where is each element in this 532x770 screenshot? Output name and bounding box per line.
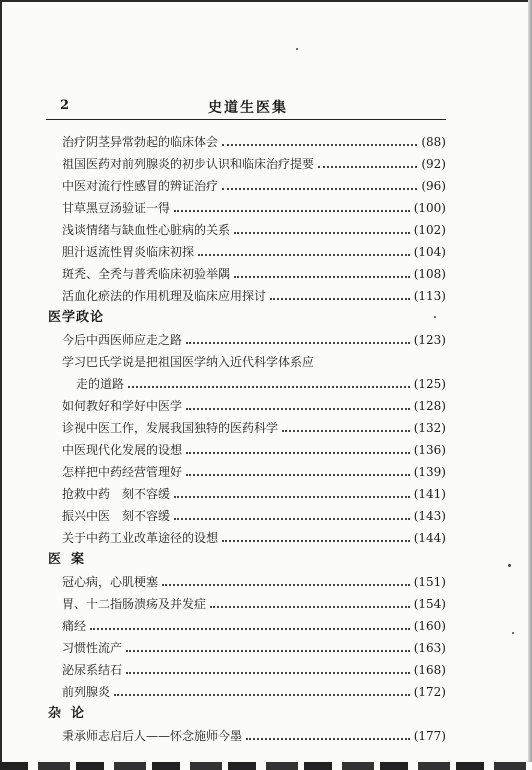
running-title: 史道生医集	[208, 100, 288, 116]
section-heading: 杂论	[48, 706, 95, 721]
toc-group-2	[48, 326, 446, 546]
toc-entry[interactable]	[48, 216, 446, 238]
header-rule	[46, 119, 446, 120]
entry-title: 如何教好和学好中医学	[62, 399, 183, 413]
table-of-contents	[48, 128, 446, 744]
entry-page: (144)	[413, 531, 446, 545]
toc-entry[interactable]	[48, 238, 446, 260]
toc-group-1	[48, 128, 446, 304]
entry-title: 今后中西医师应走之路	[62, 333, 183, 347]
toc-entry[interactable]	[48, 524, 446, 546]
entry-page: (136)	[413, 443, 446, 457]
dot-leader	[282, 429, 410, 432]
entry-page: (139)	[413, 465, 446, 479]
entry-page: (92)	[421, 157, 446, 171]
entry-title: 治疗阴茎异常勃起的临床体会	[62, 135, 219, 149]
dot-leader	[186, 407, 410, 410]
scan-edge-left	[0, 0, 2, 770]
toc-entry[interactable]	[48, 612, 446, 634]
scan-speck	[508, 564, 511, 567]
toc-entry[interactable]	[48, 458, 446, 480]
dot-leader	[198, 253, 410, 256]
entry-title: 胆汁返流性胃炎临床初探	[62, 245, 195, 259]
dot-leader	[186, 473, 410, 476]
entry-title: 学习巴氏学说是把祖国医学纳入近代科学体系应	[62, 355, 315, 369]
scan-speck	[296, 48, 298, 50]
toc-entry-line1[interactable]	[48, 348, 446, 370]
entry-page: (143)	[413, 509, 446, 523]
toc-entry[interactable]	[48, 172, 446, 194]
toc-entry[interactable]	[48, 194, 446, 216]
toc-entry[interactable]	[48, 568, 446, 590]
entry-title: 关于中药工业改革途径的设想	[62, 531, 219, 545]
entry-page: (123)	[413, 333, 446, 347]
entry-page: (100)	[413, 201, 446, 215]
entry-page: (151)	[413, 575, 446, 589]
toc-entry[interactable]	[48, 128, 446, 150]
dot-leader	[234, 231, 410, 234]
entry-title: 秉承师志启后人——怀念施师今墨	[62, 729, 243, 743]
entry-title: 斑秃、全秃与普秃临床初验举隅	[62, 267, 231, 281]
entry-title: 抢救中药 刻不容缓	[62, 487, 171, 501]
toc-entry[interactable]	[48, 678, 446, 700]
scan-edge-top	[0, 0, 532, 2]
entry-page: (104)	[413, 245, 446, 259]
toc-group-3	[48, 568, 446, 700]
entry-page: (154)	[413, 597, 446, 611]
entry-title: 冠心病，心肌梗塞	[62, 575, 159, 589]
toc-entry[interactable]	[48, 150, 446, 172]
entry-title: 诊视中医工作，发展我国独特的医药科学	[62, 421, 279, 435]
entry-title: 前列腺炎	[62, 685, 111, 699]
dot-leader	[270, 297, 410, 300]
dot-leader	[162, 583, 410, 586]
toc-entry[interactable]	[48, 590, 446, 612]
toc-group-4	[48, 722, 446, 744]
entry-page: (168)	[413, 663, 446, 677]
dot-leader	[318, 165, 417, 168]
entry-title: 胃、十二指肠溃疡及并发症	[62, 597, 207, 611]
page-number: 2	[60, 98, 70, 113]
entry-title: 甘草黑豆汤验证一得	[62, 201, 171, 215]
dot-leader	[174, 209, 410, 212]
entry-page: (172)	[413, 685, 446, 699]
dot-leader	[222, 143, 417, 146]
entry-page: (163)	[413, 641, 446, 655]
toc-entry[interactable]	[48, 480, 446, 502]
page-header	[60, 96, 445, 118]
entry-title: 泌尿系结石	[62, 663, 123, 677]
entry-title: 中医对流行性感冒的辨证治疗	[62, 179, 219, 193]
entry-page: (113)	[413, 289, 446, 303]
entry-title: 活血化瘀法的作用机理及临床应用探讨	[62, 289, 267, 303]
scan-edge-right	[528, 0, 532, 770]
dot-leader	[90, 627, 410, 630]
dot-leader	[174, 517, 410, 520]
dot-leader	[128, 385, 410, 388]
dot-leader	[222, 187, 417, 190]
toc-entry[interactable]	[48, 634, 446, 656]
dot-leader	[174, 495, 410, 498]
entry-title: 中医现代化发展的设想	[62, 443, 183, 457]
entry-page: (128)	[413, 399, 446, 413]
toc-entry[interactable]	[48, 414, 446, 436]
toc-entry[interactable]	[48, 656, 446, 678]
entry-title: 走的道路	[76, 377, 125, 391]
entry-page: (132)	[413, 421, 446, 435]
entry-page: (88)	[421, 135, 446, 149]
toc-entry[interactable]	[48, 260, 446, 282]
toc-entry[interactable]	[48, 392, 446, 414]
scan-speck	[512, 632, 514, 634]
entry-title: 习惯性流产	[62, 641, 123, 655]
dot-leader	[246, 737, 410, 740]
toc-entry[interactable]	[48, 722, 446, 744]
toc-entry[interactable]	[48, 502, 446, 524]
entry-page: (96)	[421, 179, 446, 193]
dot-leader	[114, 693, 410, 696]
entry-title: 怎样把中药经营管理好	[62, 465, 183, 479]
dot-leader	[186, 451, 410, 454]
dot-leader	[126, 671, 410, 674]
entry-title: 痛经	[62, 619, 87, 633]
section-heading: 医案	[48, 552, 95, 567]
dot-leader	[222, 539, 410, 542]
toc-entry-line2[interactable]	[48, 370, 446, 392]
toc-entry[interactable]	[48, 282, 446, 304]
entry-title: 祖国医药对前列腺炎的初步认识和临床治疗提要	[62, 157, 315, 171]
entry-page: (102)	[413, 223, 446, 237]
entry-page: (125)	[413, 377, 446, 391]
entry-title: 浅谈情绪与缺血性心脏病的关系	[62, 223, 231, 237]
scan-edge-bottom	[0, 762, 532, 770]
entry-page: (141)	[413, 487, 446, 501]
entry-title: 振兴中医 刻不容缓	[62, 509, 171, 523]
entry-page: (177)	[413, 729, 446, 743]
dot-leader	[234, 275, 410, 278]
toc-entry[interactable]	[48, 326, 446, 348]
toc-entry[interactable]	[48, 436, 446, 458]
section-heading: 医学政论	[48, 310, 105, 325]
entry-page: (108)	[413, 267, 446, 281]
dot-leader	[126, 649, 410, 652]
dot-leader	[210, 605, 410, 608]
entry-page: (160)	[413, 619, 446, 633]
dot-leader	[186, 341, 410, 344]
